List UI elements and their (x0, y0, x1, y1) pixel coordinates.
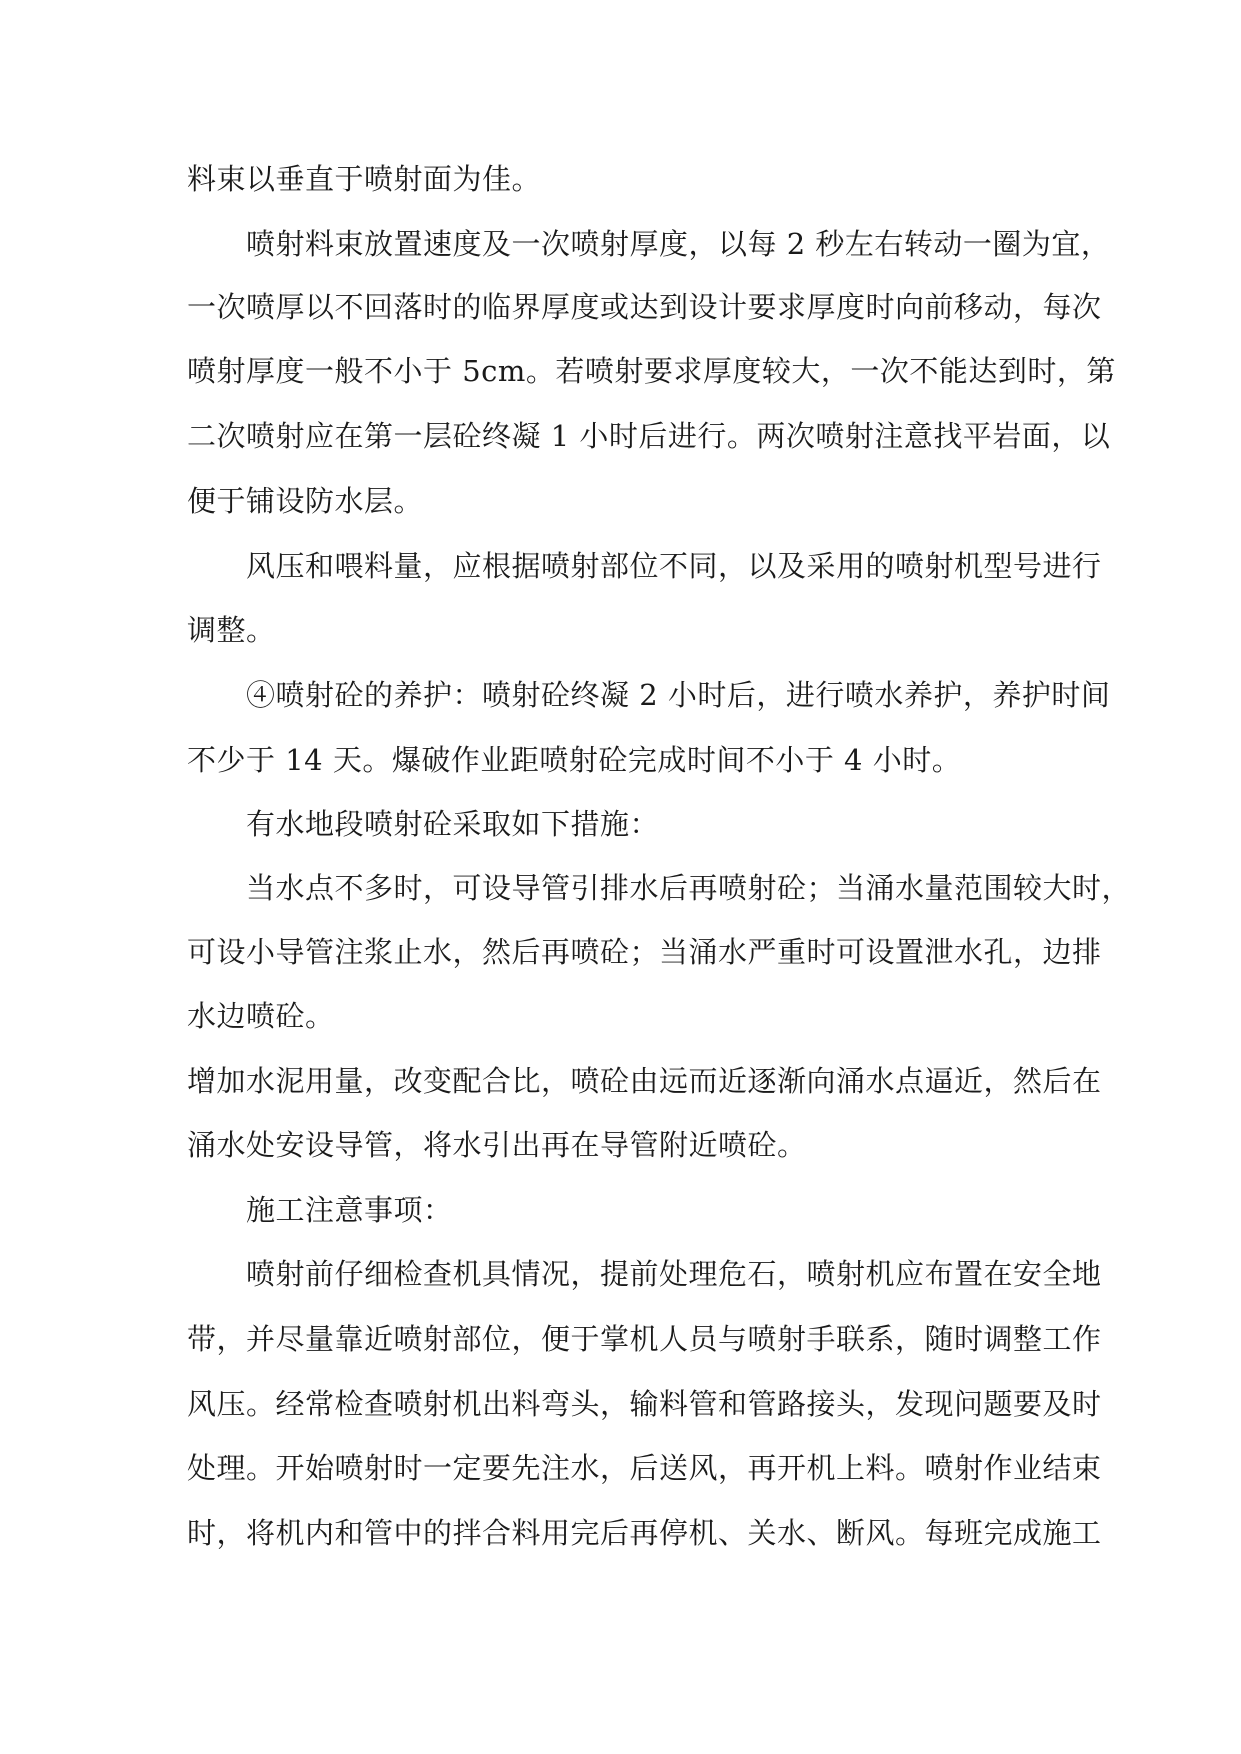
text-line-2: 喷射料束放置速度及一次喷射厚度，以每 2 秒左右转动一圈为宜， (246, 227, 1111, 261)
text-line-10: 不少于 14 天。爆破作业距喷射砼完成时间不小于 4 小时。 (187, 743, 962, 777)
text-line-7: 风压和喂料量，应根据喷射部位不同，以及采用的喷射机型号进行 (246, 549, 1102, 583)
text-line-5: 二次喷射应在第一层砼终凝 1 小时后进行。两次喷射注意找平岩面，以 (187, 419, 1111, 453)
text-line-16: 涌水处安设导管，将水引出再在导管附近喷砼。 (187, 1128, 807, 1162)
text-line-11: 有水地段喷射砼采取如下措施： (246, 807, 660, 841)
text-line-21: 处理。开始喷射时一定要先注水，后送风，再开机上料。喷射作业结束 (187, 1451, 1102, 1485)
text-line-1: 料束以垂直于喷射面为佳。 (187, 162, 542, 196)
text-line-22: 时，将机内和管中的拌合料用完后再停机、关水、断风。每班完成施工 (187, 1516, 1102, 1550)
text-line-14: 水边喷砼。 (187, 999, 335, 1033)
text-line-13: 可设小导管注浆止水，然后再喷砼；当涌水严重时可设置泄水孔，边排 (187, 935, 1102, 969)
text-line-17: 施工注意事项： (246, 1193, 453, 1227)
text-line-18: 喷射前仔细检查机具情况，提前处理危石，喷射机应布置在安全地 (246, 1257, 1102, 1291)
text-line-20: 风压。经常检查喷射机出料弯头，输料管和管路接头，发现问题要及时 (187, 1387, 1102, 1421)
text-line-8: 调整。 (187, 613, 276, 647)
text-line-19: 带，并尽量靠近喷射部位，便于掌机人员与喷射手联系，随时调整工作 (187, 1322, 1102, 1356)
text-line-9: ④喷射砼的养护：喷射砼终凝 2 小时后，进行喷水养护，养护时间 (246, 678, 1111, 712)
text-line-3: 一次喷厚以不回落时的临界厚度或达到设计要求厚度时向前移动，每次 (187, 290, 1102, 324)
text-line-4: 喷射厚度一般不小于 5cm。若喷射要求厚度较大，一次不能达到时，第 (187, 354, 1116, 388)
text-line-15: 增加水泥用量，改变配合比，喷砼由远而近逐渐向涌水点逼近，然后在 (187, 1064, 1102, 1098)
text-line-6: 便于铺设防水层。 (187, 484, 424, 518)
text-line-12: 当水点不多时，可设导管引排水后再喷射砼；当涌水量范围较大时， (246, 871, 1132, 905)
